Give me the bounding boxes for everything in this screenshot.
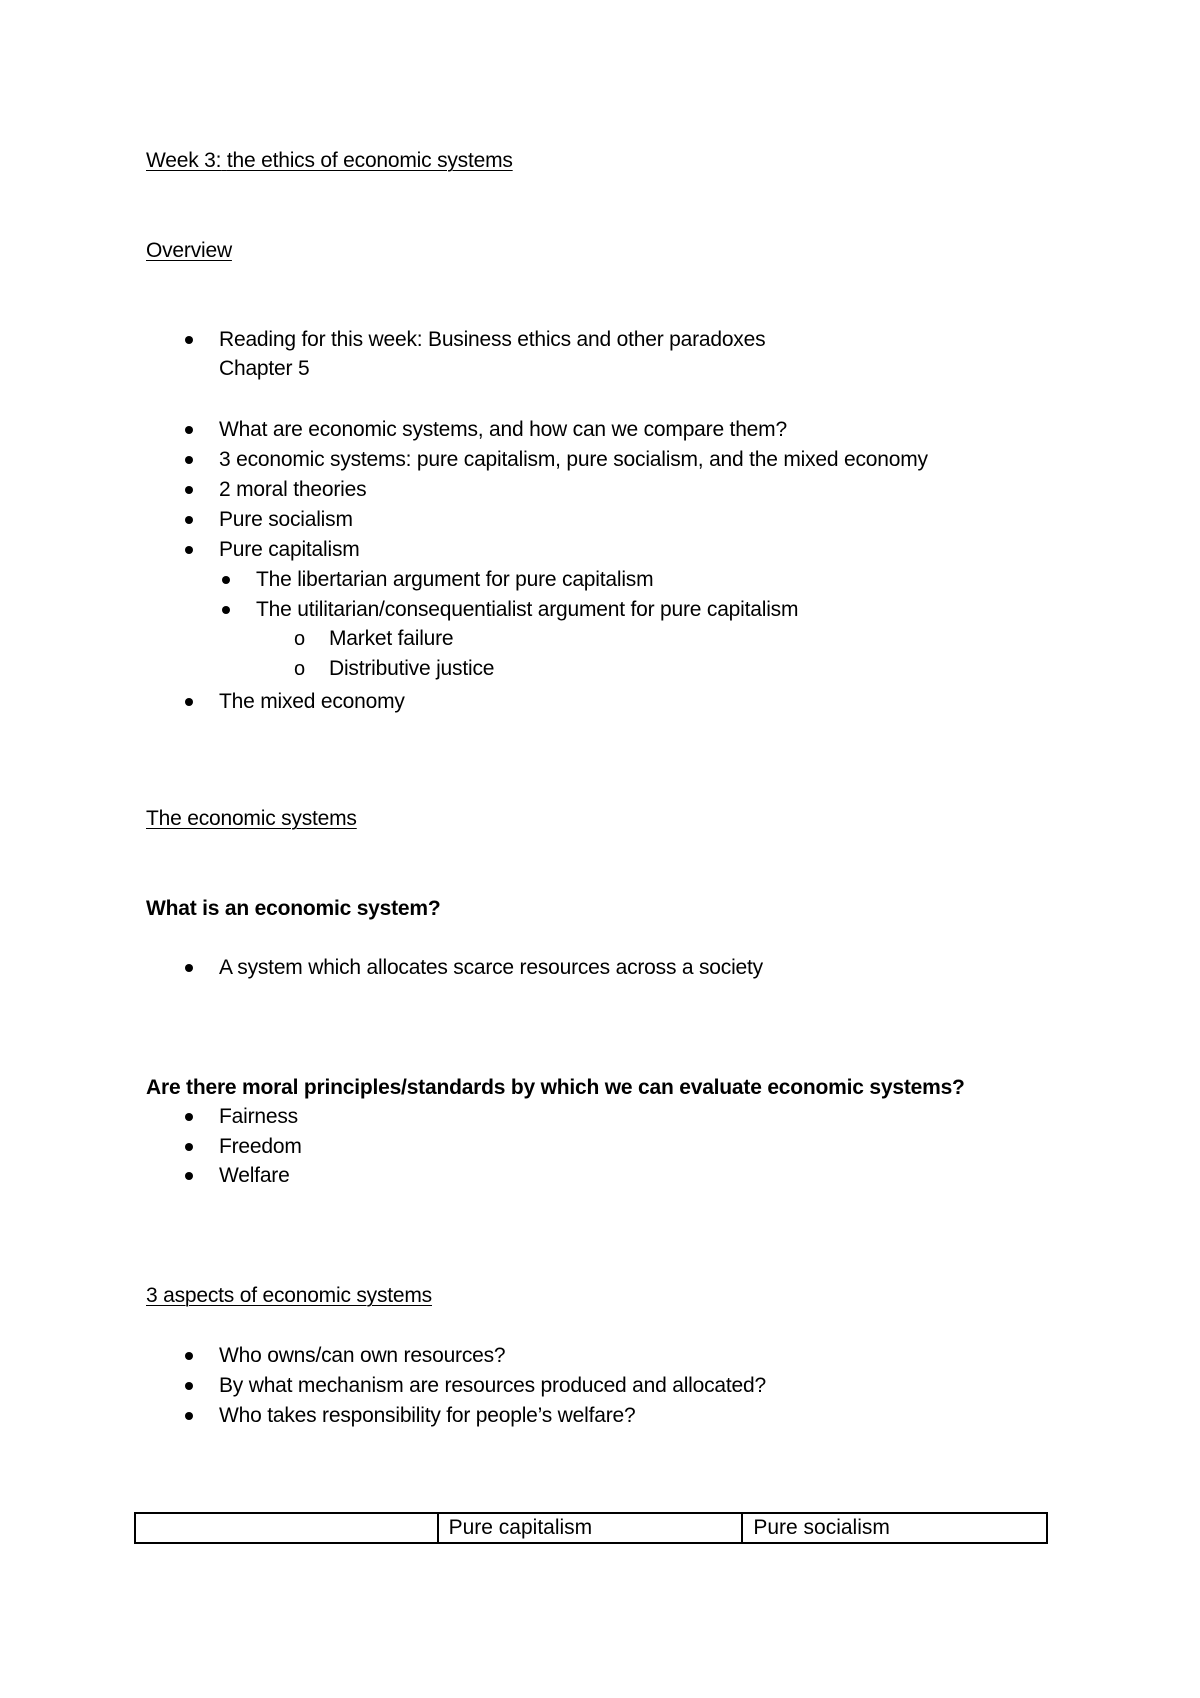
bullet-icon (185, 336, 193, 344)
bullet-icon (185, 1382, 193, 1390)
question-moral-principles: Are there moral principles/standards by which we can evaluate economic systems? (146, 1076, 965, 1099)
bullet-icon (185, 698, 193, 706)
bullet-icon (222, 606, 230, 614)
list-item: Pure socialism (219, 508, 353, 531)
table-header-row (135, 1513, 1047, 1543)
sub-list-item: The utilitarian/consequentialist argument for pure capitalism (256, 598, 799, 621)
hollow-bullet-icon: o (294, 628, 306, 650)
list-item: A system which allocates scarce resources across a society (219, 956, 763, 979)
bullet-icon (185, 964, 193, 972)
list-item: The mixed economy (219, 690, 405, 713)
bullet-icon (185, 546, 193, 554)
bullet-icon (185, 1412, 193, 1420)
bullet-icon (185, 1352, 193, 1360)
bullet-icon (185, 1113, 193, 1121)
bullet-icon (185, 486, 193, 494)
overview-heading: Overview (146, 239, 232, 262)
list-item: Who owns/can own resources? (219, 1344, 506, 1367)
list-item: 2 moral theories (219, 478, 367, 501)
table-header-cell: Pure capitalism (438, 1513, 743, 1543)
list-item: Fairness (219, 1105, 298, 1128)
hollow-bullet-icon: o (294, 658, 306, 680)
comparison-table (134, 1512, 1048, 1544)
list-item: By what mechanism are resources produced and allocated? (219, 1374, 766, 1397)
sub-sub-list-item: Distributive justice (329, 657, 495, 680)
sub-sub-list-item: Market failure (329, 627, 454, 650)
sub-list-item: The libertarian argument for pure capitalism (256, 568, 654, 591)
list-item: Freedom (219, 1135, 302, 1158)
title-prefix: Week 3: (146, 149, 222, 172)
list-item: Pure capitalism (219, 538, 360, 561)
table-header-cell: Pure socialism (742, 1513, 1047, 1543)
page-title (146, 148, 513, 174)
section-heading-aspects: 3 aspects of economic systems (146, 1284, 432, 1307)
title-text: the ethics of economic systems (226, 149, 513, 172)
bullet-icon (185, 1143, 193, 1151)
list-item-continuation: Chapter 5 (219, 357, 310, 380)
bullet-icon (222, 576, 230, 584)
bullet-icon (185, 456, 193, 464)
list-item: What are economic systems, and how can we compare them? (219, 418, 787, 441)
list-item: Welfare (219, 1164, 290, 1187)
table-header-cell (135, 1513, 438, 1543)
list-item: 3 economic systems: pure capitalism, pure socialism, and the mixed economy (219, 448, 928, 471)
list-item: Who takes responsibility for people’s welfare? (219, 1404, 636, 1427)
section-heading-economic-systems: The economic systems (146, 807, 357, 830)
bullet-icon (185, 516, 193, 524)
bullet-icon (185, 1172, 193, 1180)
bullet-icon (185, 426, 193, 434)
list-item: Reading for this week: Business ethics and other paradoxes (219, 328, 766, 351)
question-economic-system: What is an economic system? (146, 897, 441, 920)
